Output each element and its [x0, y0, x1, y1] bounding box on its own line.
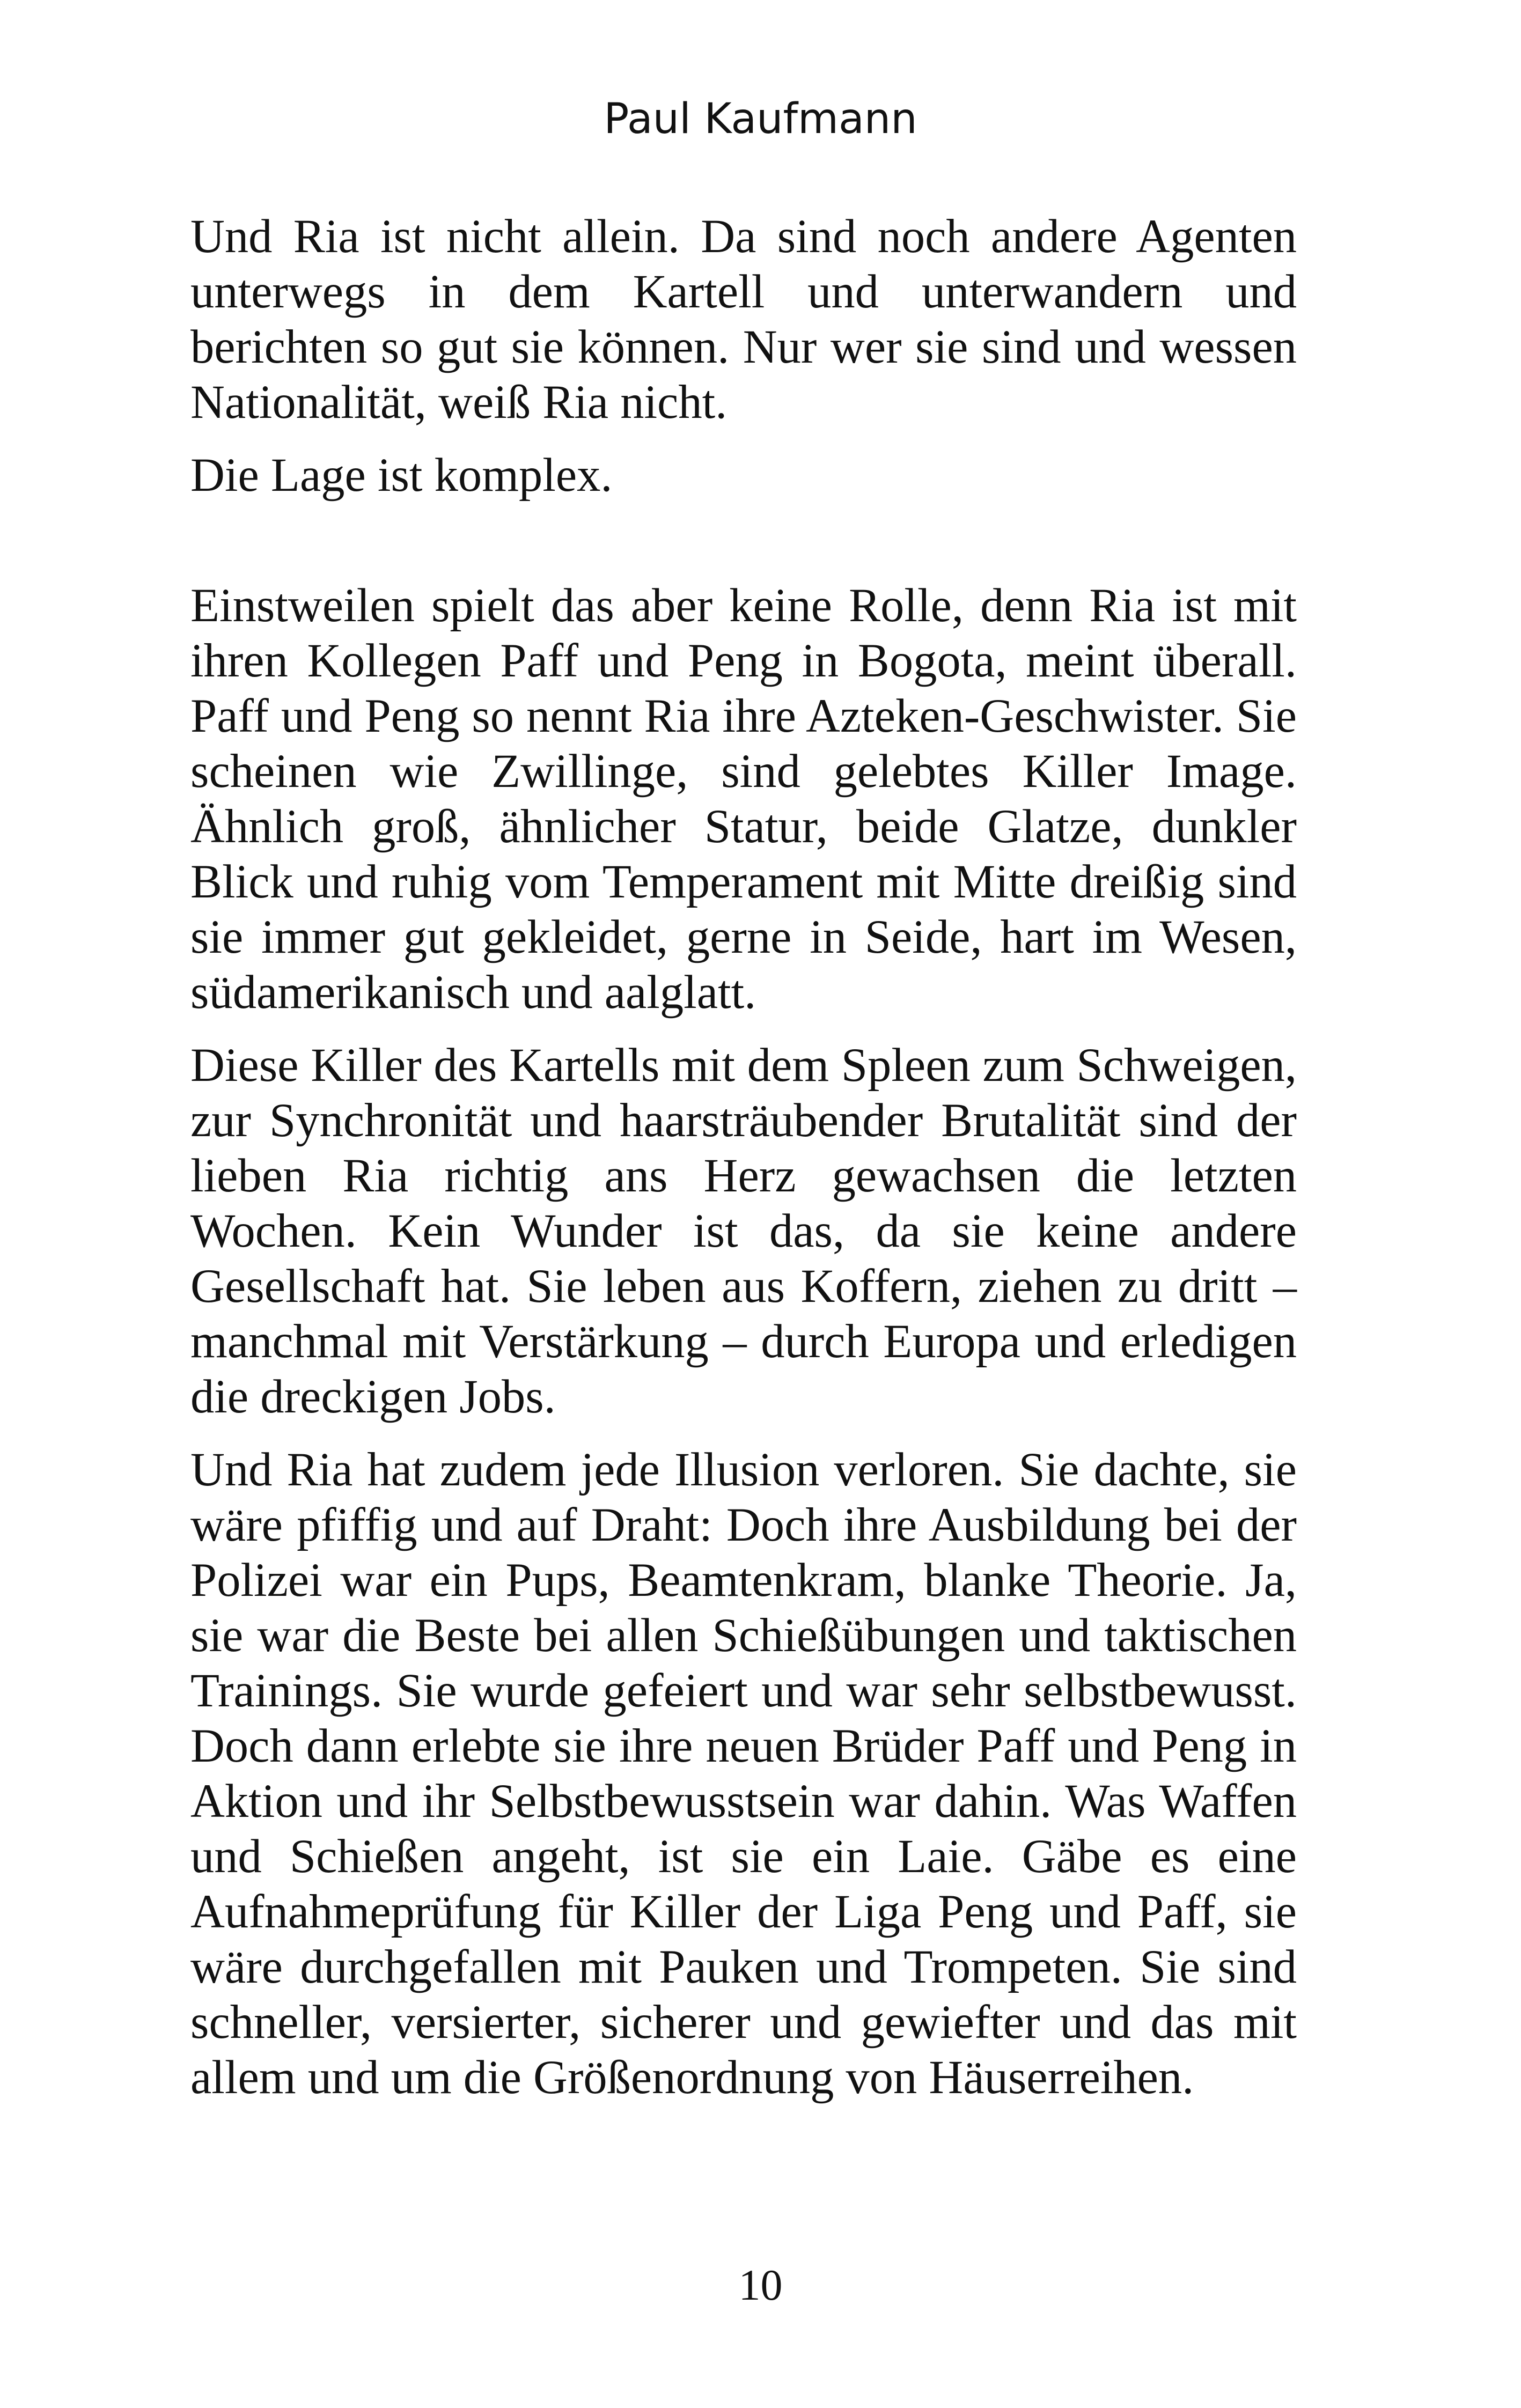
paragraph-2: Die Lage ist komplex. — [190, 449, 613, 502]
paragraph-4: Diese Killer des Kartells mit dem Spleen zum Schweigen, zur Synchronität und haarsträubender Brutalität sind der lieben Ria richtig ans Herz gewachsen die letzten Wochen. Kein Wunder ist das, da sie keine andere Gesellschaft hat. Sie leben aus Koffern, ziehen zu dritt – manchmal mit Verstärkung – durch Europa und erledigen die dreckigen Jobs. — [190, 1039, 1297, 1423]
body-text — [190, 209, 1297, 2123]
page-number: 10 — [738, 2260, 783, 2309]
paragraph-1: Und Ria ist nicht allein. Da sind noch andere Agenten unterwegs in dem Kartell und unterwandern und berichten so gut sie können. Nur wer sie sind und wessen Nationalität, weiß Ria nicht. — [190, 210, 1297, 429]
running-header-author: Paul Kaufmann — [604, 95, 917, 143]
paragraph-3: Einstweilen spielt das aber keine Rolle, denn Ria ist mit ihren Kollegen Paff und Peng in Bogota, meint überall. Paff und Peng so nennt Ria ihre Azteken-Geschwister. Sie scheinen wie Zwillinge, sind gelebtes Killer Image. Ähnlich groß, ähnlicher Statur, beide Glatze, dunkler Blick und ruhig vom Temperament mit Mitte dreißig sind sie immer gut gekleidet, gerne in Seide, hart im Wesen, südamerikanisch und aalglatt. — [190, 579, 1297, 1019]
paragraph-5: Und Ria hat zudem jede Illusion verloren. Sie dachte, sie wäre pfiffig und auf Draht: Doch ihre Ausbildung bei der Polizei war ein Pups, Beamtenkram, blanke Theorie. Ja, sie war die Beste bei allen Schießübungen und taktischen Trainings. Sie wurde gefeiert und war sehr selbstbewusst. Doch dann erlebte sie ihre neuen Brüder Paff und Peng in Aktion und ihr Selbstbewusstsein war dahin. Was Waffen und Schießen angeht, ist sie ein Laie. Gäbe es eine Aufnahmeprüfung für Killer der Liga Peng und Paff, sie wäre durchgefallen mit Pauken und Trompeten. Sie sind schneller, versierter, sicherer und gewiefter und das mit allem und um die Größenordnung von Häuserreihen. — [190, 1444, 1297, 2104]
